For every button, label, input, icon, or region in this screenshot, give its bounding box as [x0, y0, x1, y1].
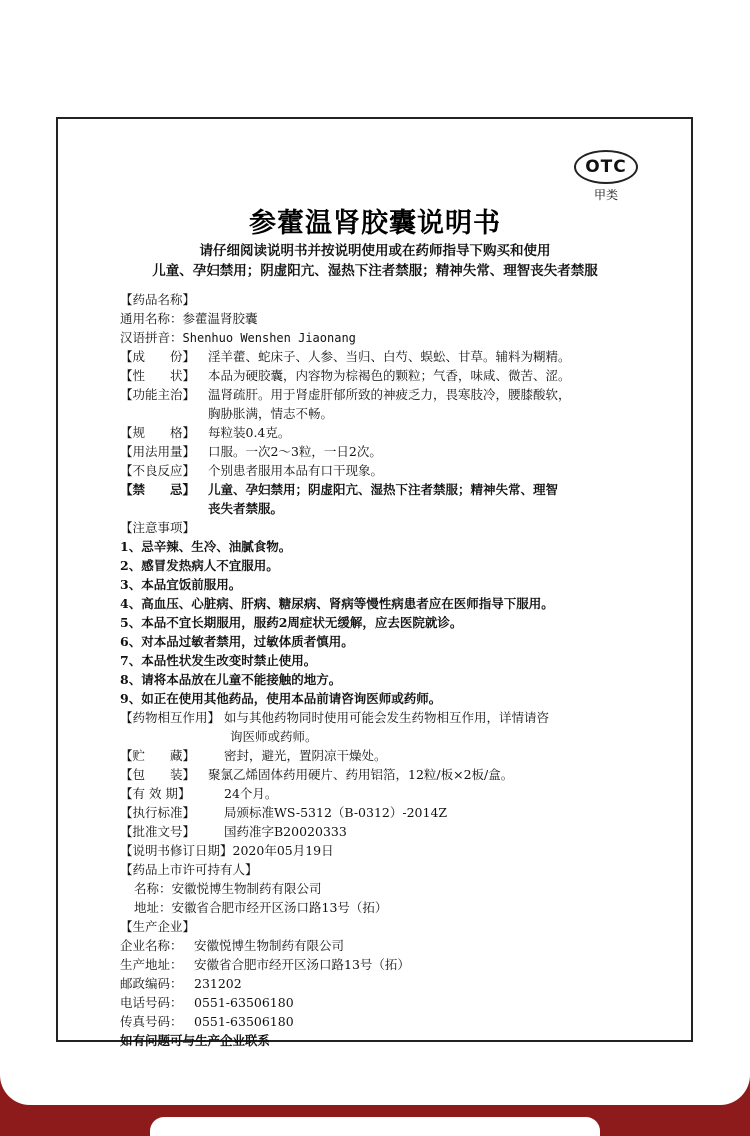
production-address-value: 安徽省合肥市经开区汤口路13号（拓） [194, 957, 410, 972]
fax-row [120, 1012, 294, 1031]
storage-label: 【贮 藏】 [120, 748, 196, 763]
validity-row [120, 784, 277, 803]
specification-row [120, 423, 290, 442]
precaution-item: 1、忌辛辣、生冷、油腻食物。 [120, 539, 292, 554]
properties-row [120, 366, 571, 385]
package-value: 聚氯乙烯固体药用硬片、药用铝箔，12粒/板×2板/盒。 [208, 767, 514, 782]
properties-label: 【性 状】 [120, 368, 196, 383]
properties-value: 本品为硬胶囊，内容物为棕褐色的颗粒；气香，味咸、微苦、涩。 [208, 368, 571, 383]
drug-name-header: 【药品名称】 [120, 292, 196, 307]
precaution-item: 6、对本品过敏者禁用，过敏体质者慎用。 [120, 634, 354, 649]
precaution-item: 9、如正在使用其他药品，使用本品前请咨询医师或药师。 [120, 691, 442, 706]
package-row [120, 765, 513, 784]
dosage-row [120, 442, 382, 461]
revision-label: 【说明书修订日期】 [120, 843, 233, 858]
precaution-item: 3、本品宜饭前服用。 [120, 577, 242, 592]
storage-row [120, 746, 387, 765]
postcode-label: 邮政编码： [120, 976, 183, 991]
phone-value: 0551-63506180 [194, 995, 294, 1010]
fax-value: 0551-63506180 [194, 1014, 294, 1029]
phone-label: 电话号码： [120, 995, 183, 1010]
dosage-label: 【用法用量】 [120, 444, 196, 459]
contraindications-line1: 儿童、孕妇禁用；阴虚阳亢、湿热下注者禁服；精神失常、理智 [208, 482, 559, 497]
revision-value: 2020年05月19日 [232, 843, 334, 858]
dosage-value: 口服。一次2～3粒，一日2次。 [208, 444, 382, 459]
otc-class: 甲类 [593, 188, 618, 202]
contraindications-line2: 丧失者禁服。 [208, 501, 284, 516]
holder-header: 【药品上市许可持有人】 [120, 862, 258, 877]
specification-label: 【规 格】 [120, 425, 196, 440]
fax-label: 传真号码： [120, 1014, 183, 1029]
contraindications-row [120, 480, 558, 499]
common-name-row [120, 309, 258, 328]
bottom-tab [150, 1117, 600, 1136]
approval-label: 【批准文号】 [120, 824, 196, 839]
postcode-row [120, 974, 242, 993]
company-label: 企业名称： [120, 938, 183, 953]
approval-value: 国药准字B20020333 [224, 824, 347, 839]
precaution-item: 2、感冒发热病人不宜服用。 [120, 558, 279, 573]
company-row [120, 936, 344, 955]
common-name-value: 参藿温肾胶囊 [182, 311, 258, 326]
composition-row [120, 347, 571, 366]
adverse-row [120, 461, 383, 480]
composition-value: 淫羊藿、蛇床子、人参、当归、白芍、蜈蚣、甘草。辅料为糊精。 [208, 349, 571, 364]
interactions-label: 【药物相互作用】 [120, 710, 221, 725]
pinyin-row [120, 328, 356, 348]
footer-note: 如有问题可与生产企业联系 [120, 1033, 271, 1048]
indications-line1: 温肾疏肝。用于肾虚肝郁所致的神疲乏力，畏寒肢冷，腰膝酸软， [208, 387, 571, 402]
precaution-item: 5、本品不宜长期服用，服药2周症状无缓解，应去医院就诊。 [120, 615, 463, 630]
page-title: 参藿温肾胶囊说明书 [249, 208, 501, 239]
validity-label: 【有 效 期】 [120, 786, 191, 801]
phone-row [120, 993, 294, 1012]
precautions-header: 【注意事项】 [120, 520, 196, 535]
company-value: 安徽悦博生物制药有限公司 [194, 938, 345, 953]
holder-address-row [120, 898, 387, 917]
holder-name-label: 名称： [134, 881, 172, 896]
interactions-row [120, 708, 549, 727]
validity-value: 24个月。 [224, 786, 278, 801]
subtitle-instruction: 请仔细阅读说明书并按说明使用或在药师指导下购买和使用 [199, 243, 551, 259]
indications-line2: 胸胁胀满，情志不畅。 [208, 406, 334, 421]
precaution-item: 7、本品性状发生改变时禁止使用。 [120, 653, 317, 668]
otc-badge: OTC [574, 150, 638, 184]
storage-value: 密封，避光，置阴凉干燥处。 [224, 748, 387, 763]
common-name-label: 通用名称： [120, 311, 183, 326]
holder-address-label: 地址： [134, 900, 172, 915]
indications-row [120, 385, 571, 404]
specification-value: 每粒装0.4克。 [208, 425, 291, 440]
indications-label: 【功能主治】 [120, 387, 196, 402]
postcode-value: 231202 [194, 976, 242, 991]
precaution-item: 4、高血压、心脏病、肝病、糖尿病、肾病等慢性病患者应在医师指导下服用。 [120, 596, 554, 611]
revision-row [120, 841, 334, 860]
standard-value: 局颁标准WS-5312（B-0312）-2014Z [224, 805, 448, 820]
pinyin-label: 汉语拼音： [120, 330, 183, 345]
holder-name-value: 安徽悦博生物制药有限公司 [171, 881, 322, 896]
composition-label: 【成 份】 [120, 349, 196, 364]
subtitle-warning: 儿童、孕妇禁用；阴虚阳亢、湿热下注者禁服；精神失常、理智丧失者禁服 [152, 263, 598, 279]
interactions-line1: 如与其他药物同时使用可能会发生药物相互作用，详情请咨 [224, 710, 550, 725]
interactions-line2: 询医师或药师。 [230, 729, 318, 744]
approval-row [120, 822, 347, 841]
adverse-value: 个别患者服用本品有口干现象。 [208, 463, 384, 478]
pinyin-value: Shenhuo Wenshen Jiaonang [182, 331, 356, 345]
production-address-label: 生产地址： [120, 957, 183, 972]
standard-row [120, 803, 447, 822]
holder-name-row [120, 879, 322, 898]
precaution-item: 8、请将本品放在儿童不能接触的地方。 [120, 672, 342, 687]
production-address-row [120, 955, 410, 974]
standard-label: 【执行标准】 [120, 805, 196, 820]
holder-address-value: 安徽省合肥市经开区汤口路13号（拓） [171, 900, 388, 915]
manufacturer-header: 【生产企业】 [120, 919, 196, 934]
contraindications-label: 【禁 忌】 [120, 482, 196, 497]
package-label: 【包 装】 [120, 767, 196, 782]
adverse-label: 【不良反应】 [120, 463, 196, 478]
